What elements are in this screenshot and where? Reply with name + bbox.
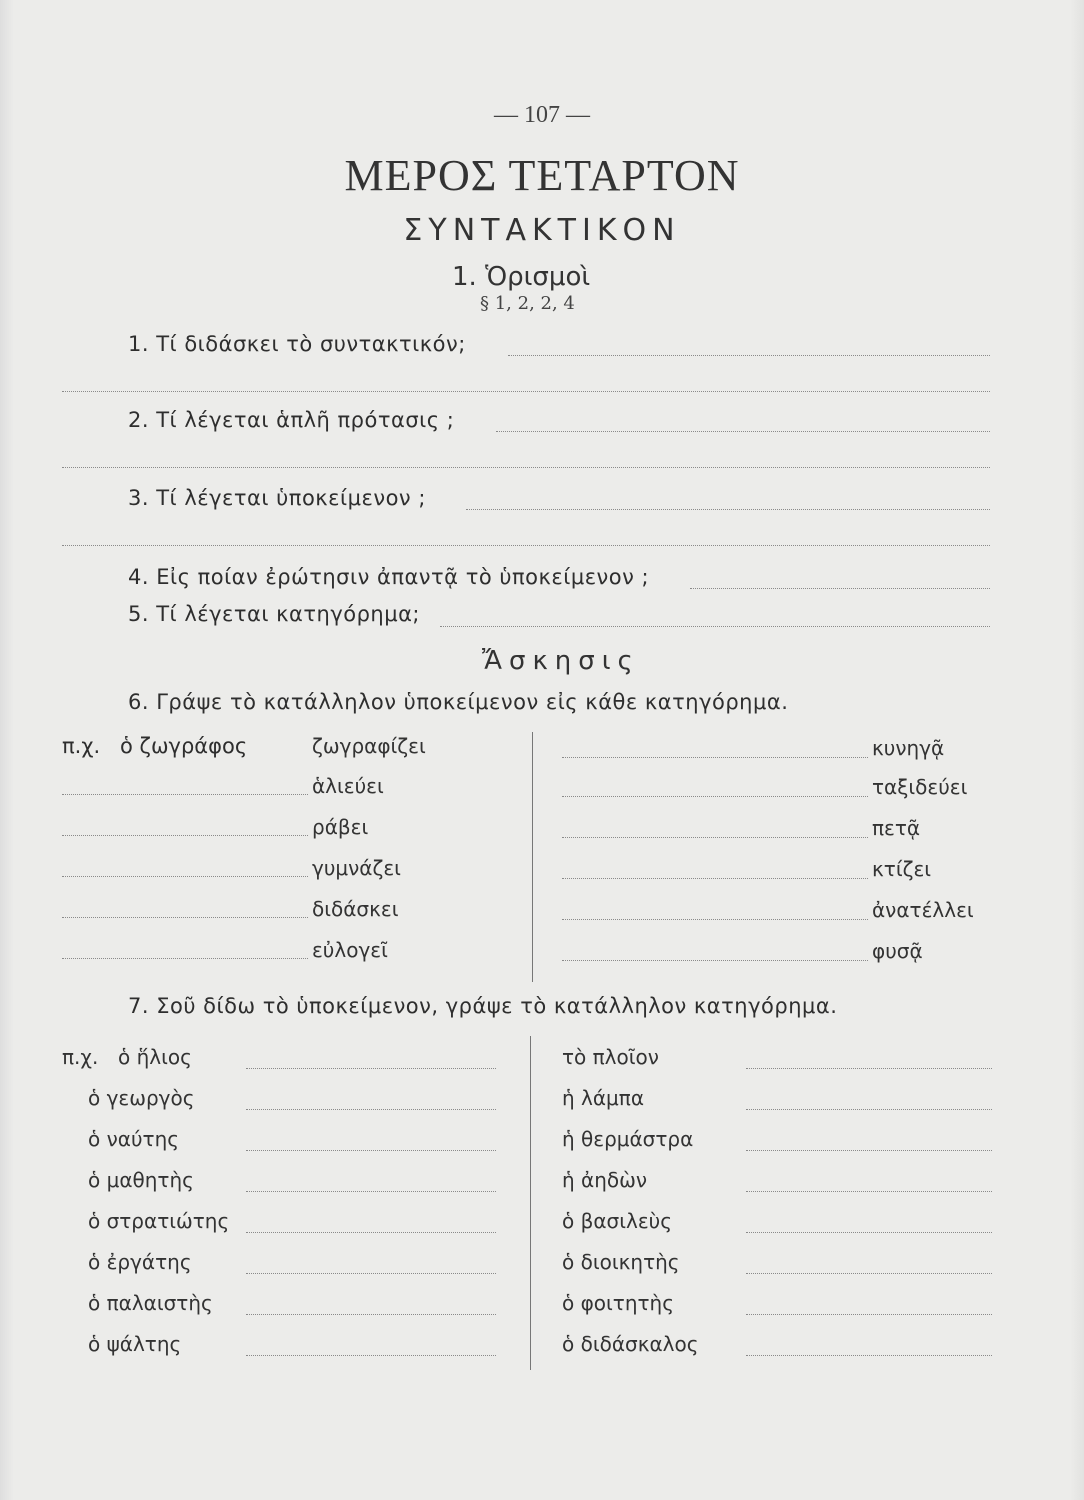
verb-right: πετᾷ <box>872 816 921 840</box>
question-3: 3. Τί λέγεται ὑποκείμενον ; <box>128 486 426 510</box>
exercise-7-instruction: 7. Σοῦ δίδω τὸ ὑποκείμενον, γράψε τὸ κατάλληλον κατηγόρημα. <box>128 994 838 1018</box>
answer-line[interactable] <box>746 1232 992 1233</box>
answer-line[interactable] <box>246 1314 496 1315</box>
answer-line[interactable] <box>746 1314 992 1315</box>
chapter-title: 1. Ὁρισμοὶ <box>452 262 591 292</box>
answer-line[interactable] <box>496 431 990 432</box>
answer-line[interactable] <box>440 626 990 627</box>
answer-line[interactable] <box>562 878 868 879</box>
verb-right: ταξιδεύει <box>872 775 968 799</box>
answer-line[interactable] <box>562 960 868 961</box>
answer-line[interactable] <box>246 1273 496 1274</box>
column-divider <box>530 1036 531 1370</box>
subject-left: ὁ ναύτης <box>88 1127 179 1151</box>
verb-left: γυμνάζει <box>312 856 401 880</box>
answer-line[interactable] <box>62 876 308 877</box>
subject-left: ὁ παλαιστὴς <box>88 1291 213 1315</box>
subject-right: τὸ πλοῖον <box>562 1045 659 1069</box>
answer-line[interactable] <box>746 1068 992 1069</box>
answer-line[interactable] <box>246 1150 496 1151</box>
answer-line[interactable] <box>246 1068 496 1069</box>
part-title: ΜΕΡΟΣ ΤΕΤΑΡΤΟΝ <box>344 151 740 200</box>
verb-left: ράβει <box>312 815 369 839</box>
verb-left: ἁλιεύει <box>312 774 384 798</box>
question-2: 2. Τί λέγεται ἁπλῆ πρότασις ; <box>128 408 455 432</box>
page-number: — 107 — <box>494 102 590 128</box>
subject-right: ἡ λάμπα <box>562 1086 645 1110</box>
answer-line[interactable] <box>62 545 990 546</box>
answer-line[interactable] <box>62 917 308 918</box>
subject-right: ὁ διοικητὴς <box>562 1250 680 1274</box>
answer-line[interactable] <box>746 1109 992 1110</box>
answer-line[interactable] <box>746 1191 992 1192</box>
verb-left: ζωγραφίζει <box>312 734 426 758</box>
answer-line[interactable] <box>246 1109 496 1110</box>
subject-right: ἡ ἀηδὼν <box>562 1168 648 1192</box>
answer-line[interactable] <box>246 1355 496 1356</box>
answer-line[interactable] <box>746 1273 992 1274</box>
example-prefix: π.χ. <box>62 734 101 758</box>
answer-line[interactable] <box>62 391 990 392</box>
verb-right: κυνηγᾷ <box>872 736 945 760</box>
answer-line[interactable] <box>562 757 868 758</box>
column-divider <box>532 732 533 982</box>
verb-right: φυσᾷ <box>872 939 923 963</box>
subject-right: ἡ θερμάστρα <box>562 1127 694 1151</box>
answer-line[interactable] <box>562 796 868 797</box>
subject-right: ὁ βασιλεὺς <box>562 1209 672 1233</box>
answer-line[interactable] <box>746 1355 992 1356</box>
question-4: 4. Εἰς ποίαν ἐρώτησιν ἀπαντᾷ τὸ ὑποκείμενον ; <box>128 565 650 589</box>
answer-line[interactable] <box>62 794 308 795</box>
subject-left: ὁ μαθητὴς <box>88 1168 194 1192</box>
subject-right: ὁ διδάσκαλος <box>562 1332 699 1356</box>
exercise-6-instruction: 6. Γράψε τὸ κατάλληλον ὑποκείμενον εἰς κάθε κατηγόρημα. <box>128 690 789 714</box>
answer-line[interactable] <box>62 958 308 959</box>
answer-line[interactable] <box>62 467 990 468</box>
answer-line[interactable] <box>246 1191 496 1192</box>
verb-right: ἀνατέλλει <box>872 898 974 922</box>
subject-right: ὁ φοιτητὴς <box>562 1291 674 1315</box>
subject-left: ὁ ἥλιος <box>118 1045 192 1069</box>
question-5: 5. Τί λέγεται κατηγόρημα; <box>128 602 421 626</box>
answer-line[interactable] <box>246 1232 496 1233</box>
answer-line[interactable] <box>508 355 990 356</box>
paragraph-reference: § 1, 2, 2, 4 <box>480 293 575 314</box>
example-subject: ὁ ζωγράφος <box>120 734 248 758</box>
answer-line[interactable] <box>62 835 308 836</box>
subject-left: ὁ ἐργάτης <box>88 1250 192 1274</box>
answer-line[interactable] <box>562 919 868 920</box>
example-prefix: π.χ. <box>62 1045 99 1069</box>
verb-left: διδάσκει <box>312 897 399 921</box>
subject-left: ὁ γεωργὸς <box>88 1086 195 1110</box>
section-title: ΣΥΝΤΑΚΤΙΚΟΝ <box>403 213 681 248</box>
verb-right: κτίζει <box>872 857 932 881</box>
verb-left: εὐλογεῖ <box>312 938 388 962</box>
answer-line[interactable] <box>746 1150 992 1151</box>
answer-line[interactable] <box>562 837 868 838</box>
subject-left: ὁ ψάλτης <box>88 1332 182 1356</box>
answer-line[interactable] <box>466 509 990 510</box>
question-1: 1. Τί διδάσκει τὸ συντακτικόν; <box>128 332 466 356</box>
answer-line[interactable] <box>690 588 990 589</box>
subject-left: ὁ στρατιώτης <box>88 1209 230 1233</box>
exercise-heading: Ἄσκησις <box>482 646 640 676</box>
